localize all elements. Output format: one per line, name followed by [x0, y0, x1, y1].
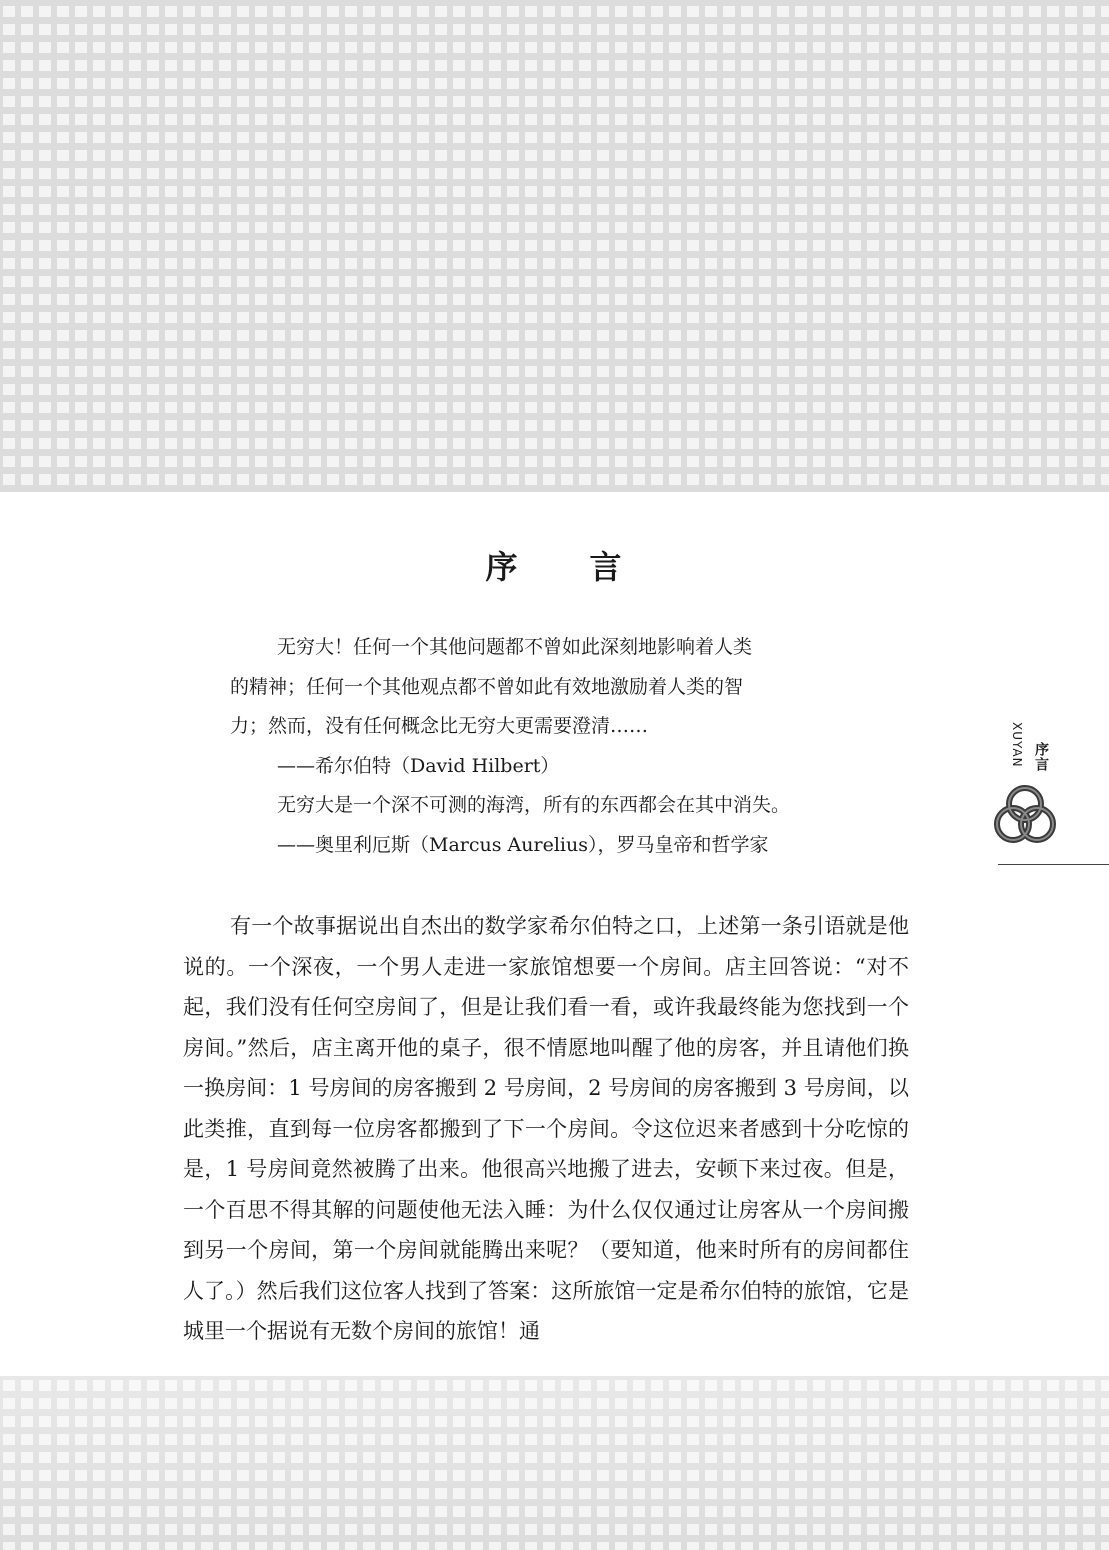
quote2-attribution: ——奥里利厄斯（Marcus Aurelius），罗马皇帝和哲学家: [277, 833, 769, 856]
bottom-decorative-band: [0, 1376, 1109, 1550]
title-char-1: 序: [485, 548, 520, 586]
trefoil-knot-icon: [989, 780, 1061, 852]
body-paragraph: 有一个故事据说出自杰出的数学家希尔伯特之口，上述第一条引语就是他说的。一个深夜，一个男人走进一家旅馆想要一个房间。店主回答说：“对不起，我们没有任何空房间了，但是让我们看一看，或许我最终能为您找到一个房间。”然后，店主离开他的桌子，很不情愿地叫醒了他的房客，并且请他们换一换房间：1 号房间的房客搬到 2 号房间，2 号房间的房客搬到 3 号房间，以此类推，直到每一位房客都搬到了下一个房间。令这位迟来者感到十分吃惊的是，1 号房间竟然被腾了出来。他很高兴地搬了进去，安顿下来过夜。但是，一个百思不得其解的问题使他无法入睡：为什么仅仅通过让房客从一个房间搬到另一个房间，第一个房间就能腾出来呢？（要知道，他来时所有的房间都住人了。）然后我们这位客人找到了答案：这所旅馆一定是希尔伯特的旅馆，它是城里一个据说有无数个房间的旅馆！通: [183, 914, 909, 1343]
quote1-line3: 力；然而，没有任何概念比无穷大更需要澄清……: [230, 715, 649, 737]
quote2: 无穷大是一个深不可测的海湾，所有的东西都会在其中消失。: [277, 794, 791, 816]
quote1-line2: 的精神；任何一个其他观点都不曾如此有效地激励着人类的智: [230, 675, 744, 698]
top-square-pattern: [0, 0, 1109, 492]
side-tab-label-en: XUYAN: [1010, 722, 1024, 768]
side-tab-rule: [998, 864, 1109, 865]
top-decorative-band: [0, 0, 1109, 492]
epigraph: [230, 628, 870, 865]
side-tab-label-cn: 序言: [1033, 742, 1049, 772]
title-char-2: 言: [589, 548, 624, 586]
quote1-attribution: ——希尔伯特（David Hilbert）: [277, 754, 560, 777]
quote1-line1: 无穷大！任何一个其他问题都不曾如此深刻地影响着人类: [277, 636, 753, 658]
bottom-square-pattern: [0, 1376, 1109, 1550]
page-title: [0, 542, 1109, 588]
body-text: [183, 906, 909, 1352]
